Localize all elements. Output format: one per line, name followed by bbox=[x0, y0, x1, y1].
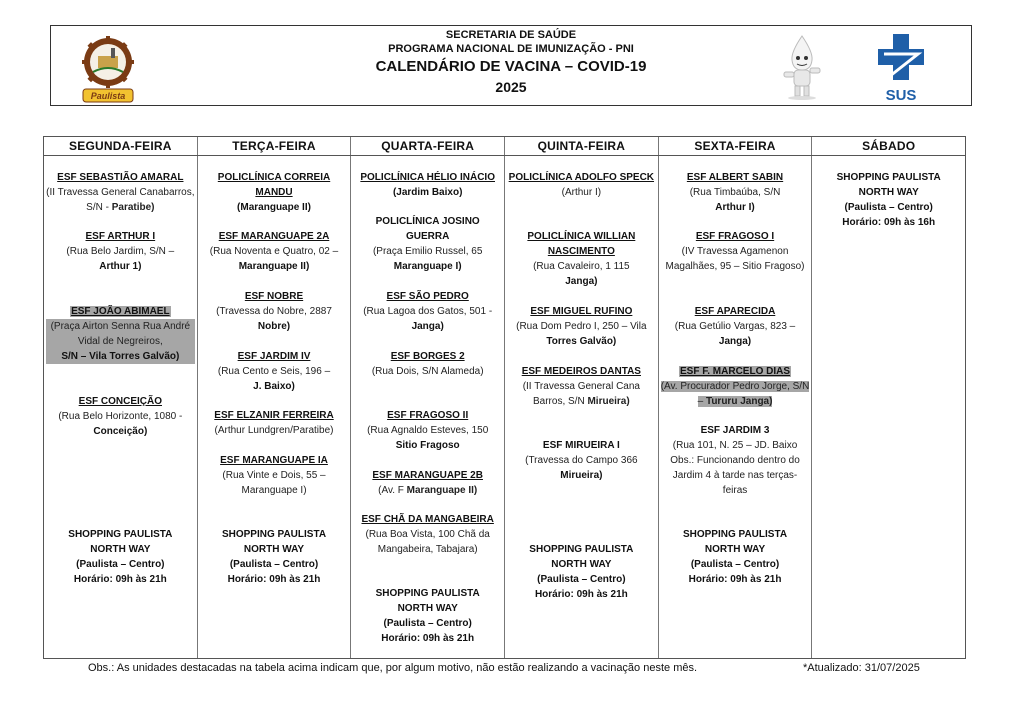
list-item: POLICLÍNICA CORREIA MANDU (Maranguape II) bbox=[217, 172, 331, 213]
shopping-entry: SHOPPING PAULISTA NORTH WAY (Paulista – Centro) Horário: 09h às 21h bbox=[68, 529, 173, 585]
day-tuesday: TERÇA-FEIRA bbox=[198, 137, 352, 155]
list-item: ESF MEDEIROS DANTAS (II Travessa General Cana Barros, S/N Mirueira) bbox=[521, 366, 641, 407]
svg-text:SUS: SUS bbox=[885, 87, 917, 104]
list-item: ESF ALBERT SABIN (Rua Timbaúba, S/N Arthur I) bbox=[686, 172, 784, 213]
vaccine-schedule-table bbox=[43, 136, 966, 659]
shopping-entry: SHOPPING PAULISTA NORTH WAY (Paulista – Centro) Horário: 09h às 21h bbox=[682, 529, 788, 585]
list-item: ESF FRAGOSO I (IV Travessa Agamenon Magalhães, 95 – Sitio Fragoso) bbox=[665, 231, 805, 272]
list-item: ESF CONCEIÇÃO (Rua Belo Horizonte, 1080 - Conceição) bbox=[58, 396, 183, 437]
header-calendar-title: CALENDÁRIO DE VACINA – COVID-19 bbox=[375, 58, 647, 75]
list-item: POLICLÍNICA HÉLIO INÁCIO (Jardim Baixo) bbox=[360, 172, 495, 198]
column-friday bbox=[659, 156, 813, 658]
header-program: PROGRAMA NACIONAL DE IMUNIZAÇÃO - PNI bbox=[388, 43, 634, 55]
document-header bbox=[50, 25, 972, 106]
day-friday: SEXTA-FEIRA bbox=[659, 137, 813, 155]
column-wednesday bbox=[351, 156, 505, 658]
shopping-entry: SHOPPING PAULISTA NORTH WAY (Paulista – Centro) Horário: 09h às 21h bbox=[221, 529, 327, 585]
list-item-highlighted: ESF F. MARCELO DIAS (Av. Procurador Pedro Jorge, S/N – Tururu Janga) bbox=[660, 366, 810, 407]
footer-updated-date: *Atualizado: 31/07/2025 bbox=[803, 662, 920, 674]
list-item-highlighted: ESF JOÃO ABIMAEL (Praça Airton Senna Rua André Vidal de Negreiros, S/N – Vila Torres Galvão) bbox=[46, 304, 195, 364]
header-secretariat: SECRETARIA DE SAÚDE bbox=[445, 29, 577, 41]
list-item: ESF MARANGUAPE IA (Rua Vinte e Dois, 55 – Maranguape I) bbox=[220, 455, 328, 496]
list-item: ESF JARDIM IV (Rua Cento e Seis, 196 – J. Baixo) bbox=[217, 351, 331, 392]
column-saturday bbox=[812, 156, 965, 658]
list-item: POLICLÍNICA ADOLFO SPECK (Arthur I) bbox=[508, 172, 655, 198]
list-item: ESF JARDIM 3 (Rua 101, N. 25 – JD. Baixo Obs.: Funcionando dentro do Jardim 4 à tarde nas terças-feiras bbox=[670, 425, 800, 496]
ze-gotinha-mascot-icon bbox=[779, 34, 825, 100]
list-item: ESF SEBASTIÃO AMARAL (II Travessa General Canabarros, S/N - Paratibe) bbox=[46, 172, 195, 213]
list-item: ESF ARTHUR I (Rua Belo Jardim, S/N – Arthur 1) bbox=[66, 231, 175, 272]
list-item: POLICLÍNICA JOSINO GUERRA (Praça Emilio Russel, 65 Maranguape I) bbox=[372, 216, 483, 272]
svg-text:Paulista: Paulista bbox=[90, 91, 126, 101]
column-monday bbox=[44, 156, 198, 658]
list-item: ESF CHÃ DA MANGABEIRA (Rua Boa Vista, 100 Chã da Mangabeira, Tabajara) bbox=[361, 514, 494, 555]
header-titles bbox=[51, 28, 971, 97]
list-item: ESF BORGES 2 (Rua Dois, S/N Alameda) bbox=[371, 351, 484, 377]
list-item: ESF MARANGUAPE 2A (Rua Noventa e Quatro, 02 – Maranguape II) bbox=[209, 231, 339, 272]
list-item: ESF ELZANIR FERREIRA (Arthur Lundgren/Paratibe) bbox=[214, 410, 334, 436]
column-tuesday bbox=[198, 156, 352, 658]
sus-logo bbox=[876, 32, 926, 104]
list-item: ESF FRAGOSO II (Rua Agnaldo Esteves, 150 Sitio Fragoso bbox=[367, 410, 489, 451]
shopping-entry: SHOPPING PAULISTA NORTH WAY (Paulista – Centro) Horário: 09h às 16h bbox=[836, 172, 941, 228]
footer-note: Obs.: As unidades destacadas na tabela acima indicam que, por algum motivo, não estão realizando a vacinação neste mês. bbox=[88, 662, 698, 674]
list-item: ESF MIGUEL RUFINO (Rua Dom Pedro I, 250 – Vila Torres Galvão) bbox=[516, 306, 647, 347]
header-year: 2025 bbox=[495, 79, 527, 95]
day-monday: SEGUNDA-FEIRA bbox=[44, 137, 198, 155]
day-saturday: SÁBADO bbox=[862, 139, 916, 153]
list-item: ESF SÃO PEDRO (Rua Lagoa dos Gatos, 501 - Janga) bbox=[363, 291, 493, 332]
column-thursday bbox=[505, 156, 659, 658]
weekday-header-row bbox=[44, 137, 965, 156]
shopping-entry: SHOPPING PAULISTA NORTH WAY (Paulista – Centro) Horário: 09h às 21h bbox=[529, 544, 634, 600]
day-wednesday: QUARTA-FEIRA bbox=[351, 137, 505, 155]
day-thursday: QUINTA-FEIRA bbox=[505, 137, 659, 155]
list-item: ESF MARANGUAPE 2B (Av. F Maranguape II) bbox=[372, 470, 483, 496]
list-item: ESF MIRUEIRA I (Travessa do Campo 366 Mirueira) bbox=[525, 440, 638, 481]
list-item: ESF APARECIDA (Rua Getúlio Vargas, 823 – Janga) bbox=[674, 306, 796, 347]
list-item: ESF NOBRE (Travessa do Nobre, 2887 Nobre) bbox=[216, 291, 332, 332]
shopping-entry: SHOPPING PAULISTA NORTH WAY (Paulista – Centro) Horário: 09h às 21h bbox=[375, 588, 480, 644]
list-item: POLICLÍNICA WILLIAN NASCIMENTO (Rua Cavaleiro, 1 115 Janga) bbox=[527, 231, 636, 287]
